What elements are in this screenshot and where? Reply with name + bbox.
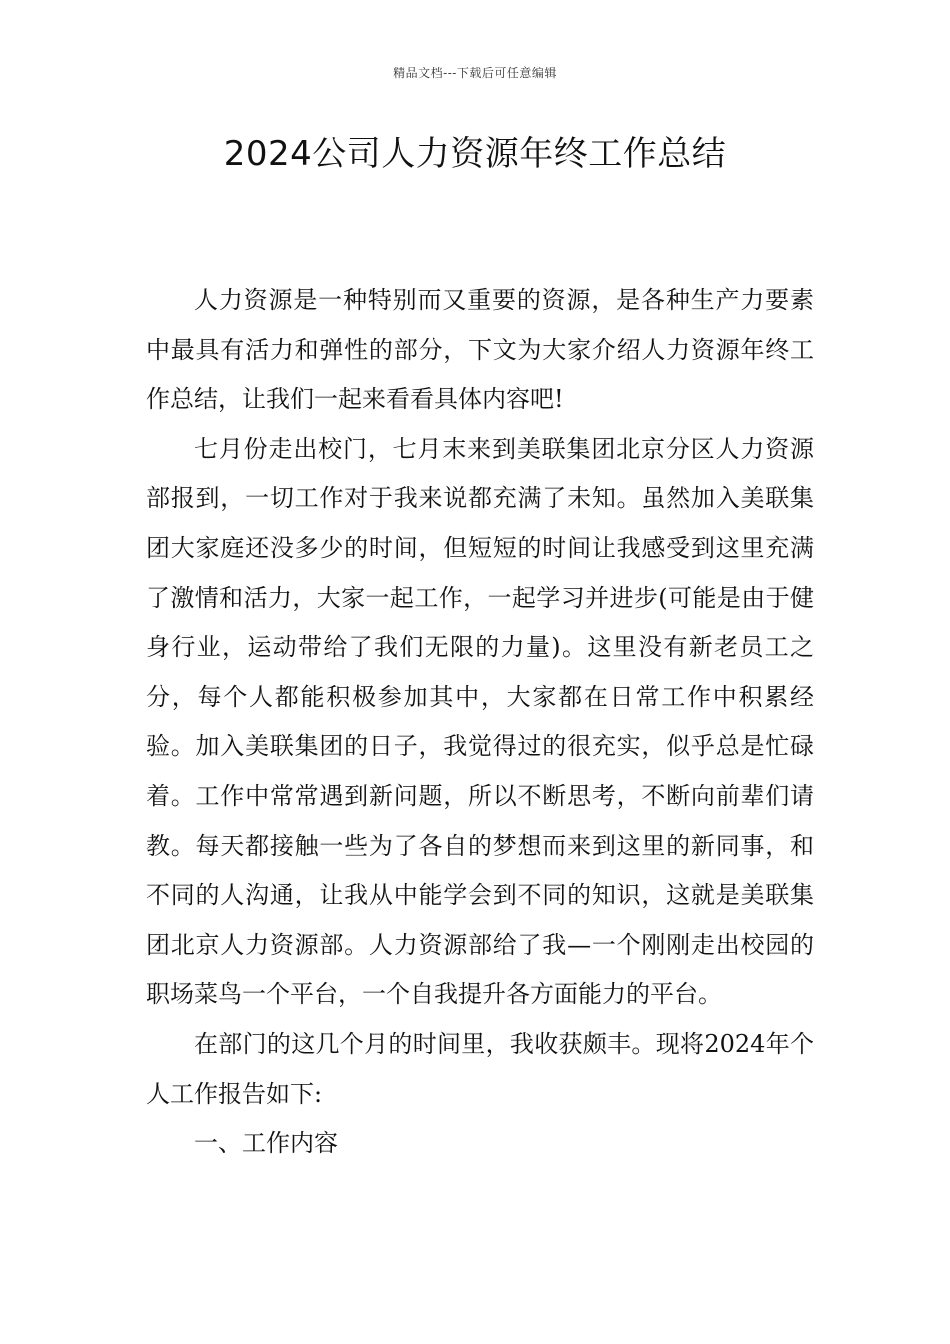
paragraph-experience: 七月份走出校门，七月末来到美联集团北京分区人力资源部报到，一切工作对于我来说都充满了未知。虽然加入美联集团大家庭还没多少的时间，但短短的时间让我感受到这里充满了激情和活力，大家一起工作，一起学习并进步(可能是由于健身行业，运动带给了我们无限的力量)。这里没有新老员工之分，每个人都能积极参加其中，大家都在日常工作中积累经验。加入美联集团的日子，我觉得过的很充实，似乎总是忙碌着。工作中常常遇到新问题，所以不断思考，不断向前辈们请教。每天都接触一些为了各自的梦想而来到这里的新同事，和不同的人沟通，让我从中能学会到不同的知识，这就是美联集团北京人力资源部。人力资源部给了我—一个刚刚走出校园的职场菜鸟一个平台，一个自我提升各方面能力的平台。 bbox=[146, 434, 814, 1009]
header-note: 精品文档---下载后可任意编辑 bbox=[393, 66, 557, 80]
paragraph-intro: 人力资源是一种特别而又重要的资源，是各种生产力要素中最具有活力和弹性的部分，下文为大家介绍人力资源年终工作总结，让我们一起来看看具体内容吧! bbox=[146, 286, 814, 414]
document-title: 2024公司人力资源年终工作总结 bbox=[223, 134, 727, 174]
section-heading-work-content: 一、工作内容 bbox=[194, 1129, 338, 1158]
document-body bbox=[146, 276, 814, 1169]
paragraph-report-lead: 在部门的这几个月的时间里，我收获颇丰。现将2024年个人工作报告如下: bbox=[146, 1029, 814, 1108]
